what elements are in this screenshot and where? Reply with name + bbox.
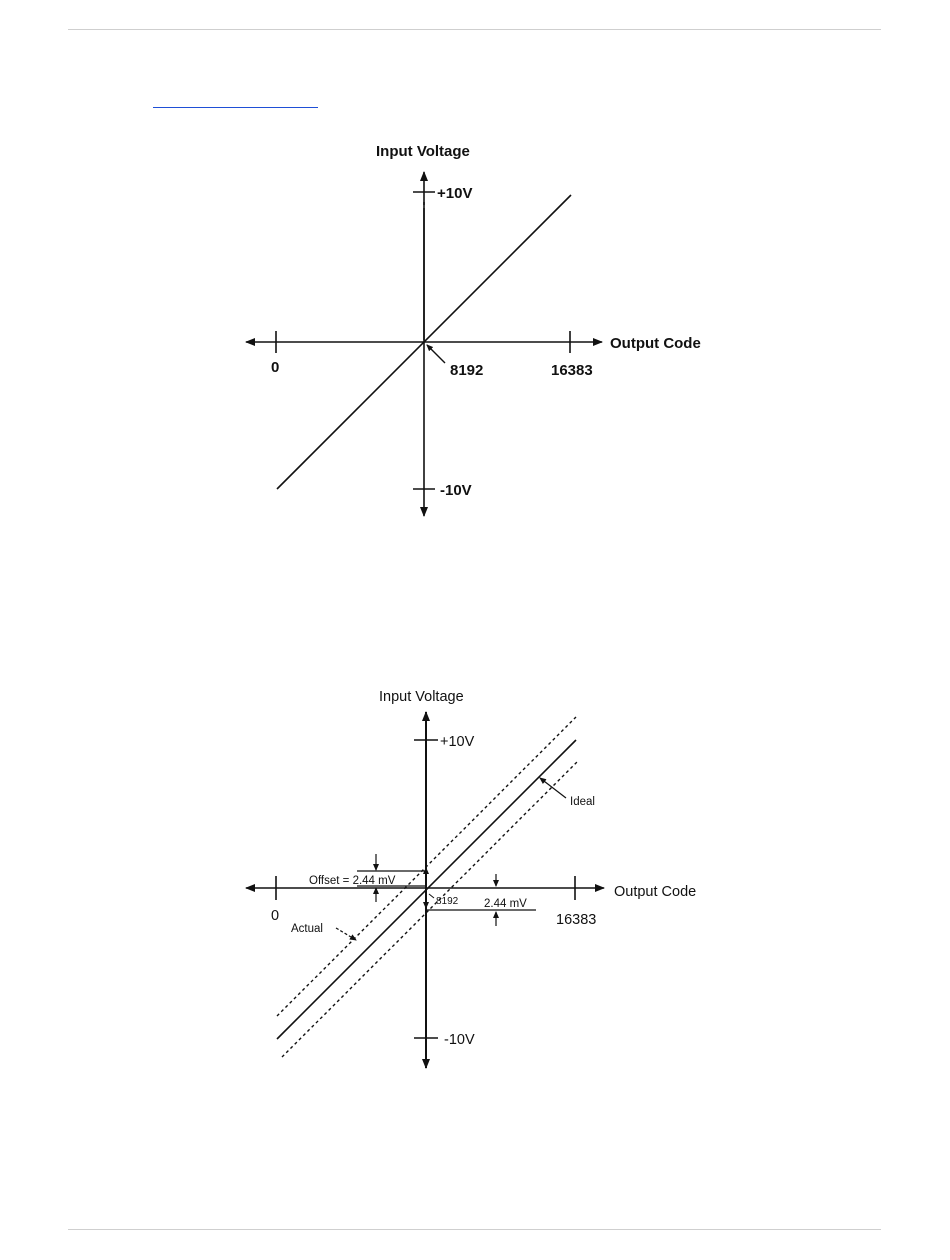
d1-x-mid-label: 8192 bbox=[450, 362, 484, 379]
d2-offset-label: Offset = 2.44 mV bbox=[309, 875, 396, 887]
d1-y-axis-label: Input Voltage bbox=[376, 143, 470, 160]
d1-mid-pointer bbox=[427, 345, 445, 363]
d1-x-left-tick-label: 0 bbox=[271, 359, 280, 376]
diagram-1 bbox=[246, 143, 701, 516]
d1-y-top-tick-label: +10V bbox=[437, 185, 473, 202]
d1-y-bottom-tick-label: -10V bbox=[440, 482, 472, 499]
diagram-2 bbox=[246, 689, 696, 1068]
d2-actual-pointer bbox=[336, 928, 356, 940]
d2-x-left-tick-label: 0 bbox=[271, 908, 280, 924]
d2-y-top-tick-label: +10V bbox=[440, 734, 475, 750]
d2-right-offset-label: 2.44 mV bbox=[484, 898, 527, 910]
d2-y-bottom-tick-label: -10V bbox=[444, 1032, 475, 1048]
d2-actual-line-lower bbox=[282, 761, 578, 1057]
d2-ideal-pointer bbox=[540, 778, 566, 798]
d2-x-right-tick-label: 16383 bbox=[556, 912, 597, 928]
d1-x-axis-label: Output Code bbox=[610, 335, 701, 352]
d1-x-right-tick-label: 16383 bbox=[551, 362, 593, 379]
d2-x-mid-label: 8192 bbox=[436, 896, 459, 907]
d2-actual-label: Actual bbox=[291, 923, 323, 935]
d2-y-axis-label: Input Voltage bbox=[379, 689, 464, 705]
d2-ideal-label: Ideal bbox=[570, 796, 595, 808]
d2-x-axis-label: Output Code bbox=[614, 884, 697, 900]
d2-mid-pointer bbox=[429, 894, 434, 898]
